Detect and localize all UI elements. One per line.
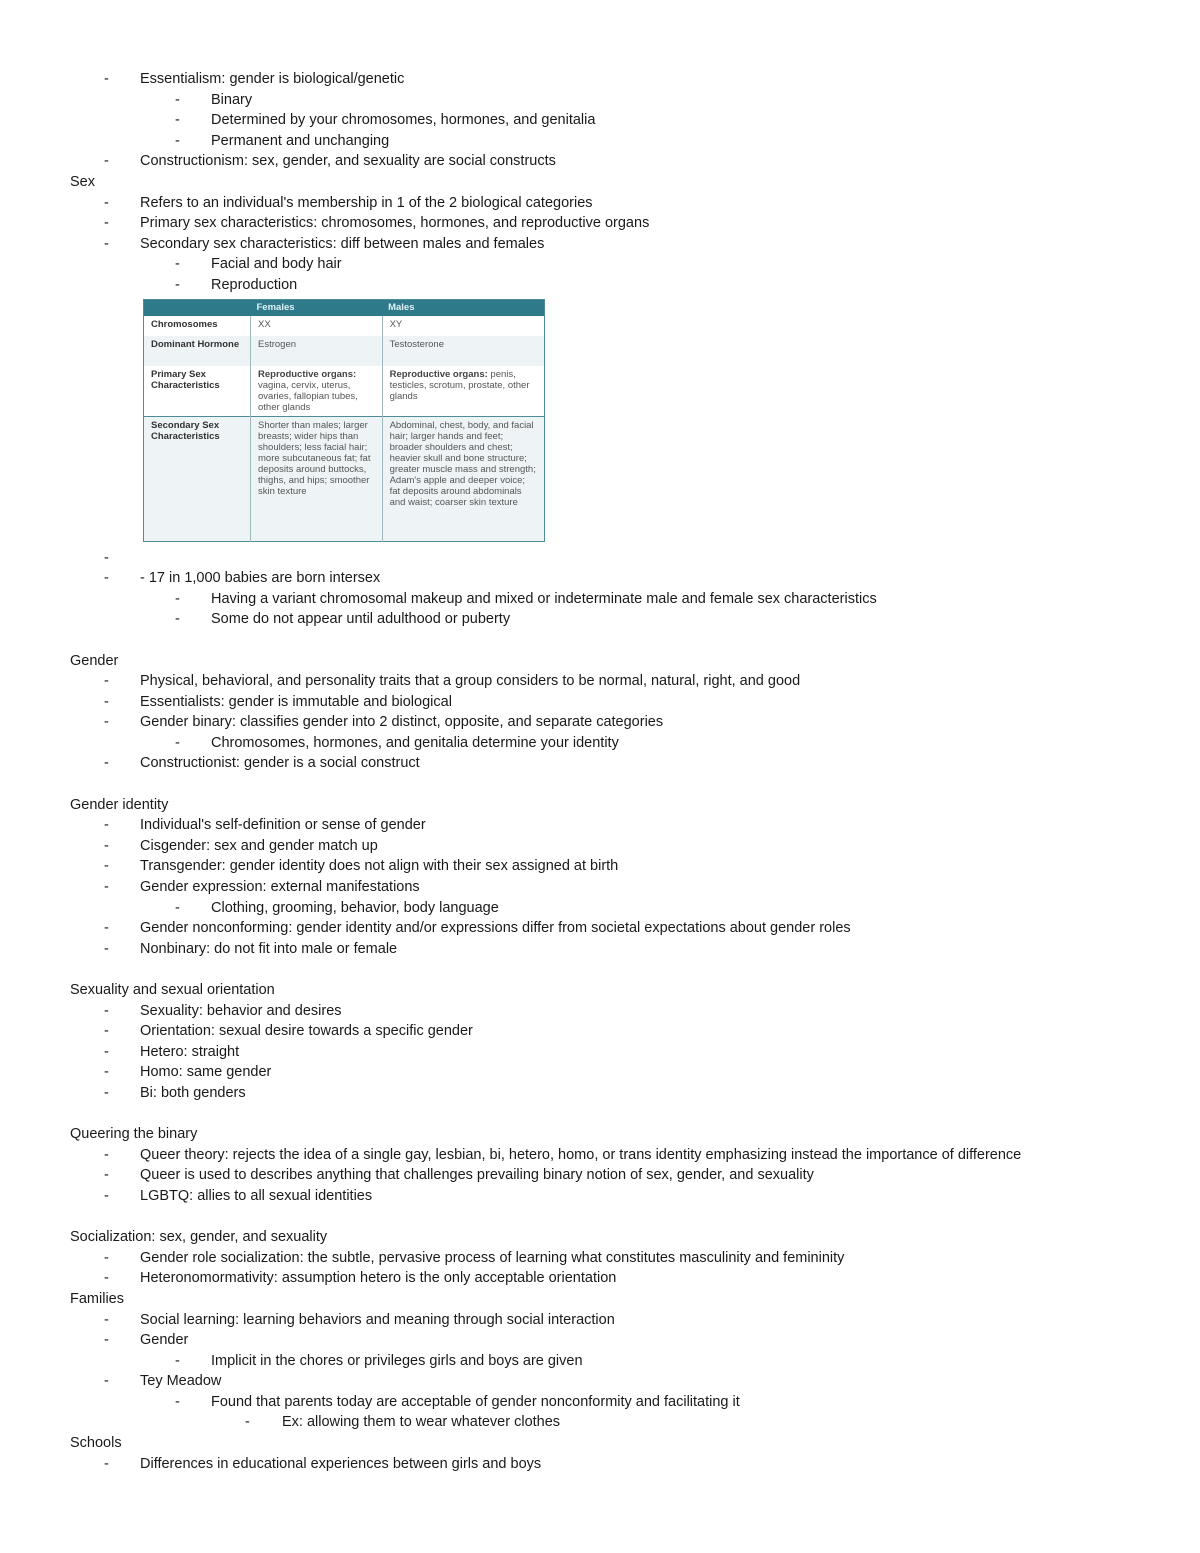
line-text: LGBTQ: allies to all sexual identities [140,1187,373,1204]
line-text: Families [70,1290,124,1307]
bullet-dash: - [104,1270,109,1287]
bullet-dash: - [175,734,180,751]
bullet-item [0,1001,1200,1022]
bullet-dash: - [104,1002,109,1019]
line-text: Sexuality and sexual orientation [70,982,275,998]
table-cell-text: XY [389,318,403,330]
section-heading [0,1433,1200,1454]
bullet-dash: - [104,714,109,731]
table-cell-male [382,416,544,541]
sex-characteristics-figure [0,296,1200,548]
table-cell-text: Shorter than males; larger breasts; wider hips than shoulders; less facial hair; more subcutaneous fat; fat deposits around buttocks, thighs, and hips; smoother skin texture [258,419,371,497]
table-row-label: Secondary Sex Characteristics [144,416,251,541]
line-text: Sexuality: behavior and desires [140,1002,342,1019]
table-cell-emphasis: Reproductive organs: [389,368,488,380]
document-body [0,69,1200,1474]
bullet-dash: - [104,235,109,252]
bullet-item [0,1351,1200,1372]
table-cell-male [382,366,544,417]
section-heading [0,651,1200,672]
bullet-dash: - [175,91,180,108]
bullet-item [0,254,1200,275]
bullet-dash: - [104,1455,109,1472]
table-header-cell: Females [251,299,383,316]
line-text: Tey Meadow [140,1373,222,1390]
table-cell-female [251,366,383,417]
bullet-item [0,877,1200,898]
bullet-dash: - [104,755,109,772]
bullet-item [0,275,1200,296]
line-text: Essentialism: gender is biological/genetic [140,71,405,87]
bullet-dash: - [175,256,180,273]
bullet-dash: - [104,215,109,232]
bullet-dash: - [245,1414,250,1431]
line-text: Gender binary: classifies gender into 2 distinct, opposite, and separate categories [140,714,664,731]
line-text: Gender nonconforming: gender identity and/or expressions differ from societal expectations about gender roles [140,920,851,937]
line-text: Binary [211,91,253,108]
bullet-dash: - [175,132,180,149]
bullet-dash: - [175,112,180,129]
bullet-item [0,918,1200,939]
bullet-dash: - [104,1043,109,1060]
bullet-item [0,193,1200,214]
bullet-dash: - [104,1064,109,1081]
line-text: Gender [140,1332,189,1349]
bullet-dash: - [175,899,180,916]
line-text: Constructionism: sex, gender, and sexuality are social constructs [140,153,556,170]
line-text: Social learning: learning behaviors and meaning through social interaction [140,1311,615,1328]
bullet-dash: - [104,940,109,957]
line-text: Gender [70,652,119,669]
bullet-item [0,234,1200,255]
section-heading [0,1289,1200,1310]
blank-line [0,774,1200,795]
section-heading [0,172,1200,193]
line-text: Essentialists: gender is immutable and biological [140,693,452,710]
line-text: Physical, behavioral, and personality traits that a group considers to be normal, natural, right, and good [140,673,801,690]
bullet-item [0,836,1200,857]
table-cell-text: XX [258,318,271,330]
bullet-dash: - [175,276,180,293]
line-text: Socialization: sex, gender, and sexuality [70,1229,328,1246]
bullet-item [0,151,1200,172]
table-row-label: Dominant Hormone [144,336,251,366]
bullet-item [0,1371,1200,1392]
bullet-dash: - [175,611,180,628]
table-row-label: Chromosomes [144,316,251,336]
bullet-item [0,69,1200,90]
bullet-item [0,548,1200,569]
section-heading [0,1124,1200,1145]
line-text: Sex [70,173,95,190]
bullet-item [0,609,1200,630]
bullet-dash: - [104,1187,109,1204]
table-header-cell: Males [382,299,544,316]
line-text: Ex: allowing them to wear whatever clothes [282,1414,561,1431]
blank-line [0,959,1200,980]
bullet-item [0,1062,1200,1083]
bullet-dash: - [104,1249,109,1266]
line-text: Having a variant chromosomal makeup and mixed or indeterminate male and female sex characteristics [211,590,877,607]
bullet-dash: - [104,817,109,834]
bullet-dash: - [104,1332,109,1349]
bullet-dash: - [104,1167,109,1184]
line-text: Facial and body hair [211,256,342,273]
blank-line [0,630,1200,651]
table-cell-text: vagina, cervix, uterus, ovaries, fallopian tubes, other glands [258,379,358,413]
section-heading [0,980,1200,1001]
line-text: Found that parents today are acceptable of gender nonconformity and facilitating it [211,1393,740,1410]
sex-characteristics-table [143,299,545,542]
line-text: Primary sex characteristics: chromosomes, hormones, and reproductive organs [140,215,650,232]
line-text: Queer is used to describes anything that challenges prevailing binary notion of sex, gender, and sexuality [140,1167,814,1184]
bullet-dash: - [104,920,109,937]
bullet-item [0,1412,1200,1433]
bullet-item [0,692,1200,713]
section-heading [0,795,1200,816]
line-text: Chromosomes, hormones, and genitalia determine your identity [211,734,619,751]
bullet-item [0,815,1200,836]
table-row [144,416,545,541]
bullet-item [0,1248,1200,1269]
bullet-item [0,898,1200,919]
line-text: Hetero: straight [140,1043,240,1060]
table-row [144,316,545,336]
line-text: Cisgender: sex and gender match up [140,837,378,854]
line-text: Differences in educational experiences between girls and boys [140,1455,542,1472]
bullet-dash: - [104,1146,109,1163]
line-text: Queering the binary [70,1126,198,1143]
bullet-dash: - [104,693,109,710]
line-text: Queer theory: rejects the idea of a single gay, lesbian, bi, hetero, homo, or trans identity emphasizing instead the importance of difference [140,1146,1022,1163]
table-cell-text: Abdominal, chest, body, and facial hair; larger hands and feet; broader shoulders and chest; heavier skull and bone structure; greater muscle mass and strength; Adam's apple and deeper voice; fat deposits around abdominals and waist; coarser skin texture [389,419,536,508]
bullet-dash: - [104,1373,109,1390]
bullet-item [0,1083,1200,1104]
bullet-item [0,213,1200,234]
line-text: Constructionist: gender is a social construct [140,755,420,772]
bullet-item [0,712,1200,733]
bullet-item [0,1042,1200,1063]
line-text: Clothing, grooming, behavior, body language [211,899,499,916]
line-text: - 17 in 1,000 babies are born intersex [140,570,381,587]
line-text: Gender expression: external manifestations [140,879,420,896]
bullet-dash: - [104,858,109,875]
bullet-dash: - [104,673,109,690]
bullet-dash: - [104,71,109,87]
table-header-row [144,299,545,316]
table-row [144,366,545,417]
section-heading [0,1227,1200,1248]
bullet-item [0,90,1200,111]
bullet-item [0,753,1200,774]
bullet-item [0,589,1200,610]
line-text: Individual's self-definition or sense of gender [140,817,426,834]
line-text: Orientation: sexual desire towards a specific gender [140,1023,473,1040]
bullet-dash: - [104,1311,109,1328]
bullet-dash: - [175,590,180,607]
bullet-dash: - [104,549,109,566]
line-text: Gender identity [70,796,169,813]
line-text: Schools [70,1435,122,1452]
line-text: Secondary sex characteristics: diff between males and females [140,235,545,252]
table-cell-female [251,316,383,336]
blank-line [0,1104,1200,1125]
bullet-item [0,1186,1200,1207]
table-cell-text: penis, testicles, scrotum, prostate, other glands [389,368,530,402]
bullet-item [0,733,1200,754]
bullet-dash: - [104,879,109,896]
table-row-label: Primary Sex Characteristics [144,366,251,417]
line-text: Permanent and unchanging [211,132,390,149]
line-text: Homo: same gender [140,1064,272,1081]
line-text: Refers to an individual's membership in 1 of the 2 biological categories [140,194,593,211]
bullet-item [0,110,1200,131]
line-text: Gender role socialization: the subtle, pervasive process of learning what constitutes masculinity and femininity [140,1249,845,1266]
table-cell-male [382,336,544,366]
blank-line [0,1207,1200,1228]
table-cell-male [382,316,544,336]
table-header-cell [144,299,251,316]
bullet-item [0,568,1200,589]
bullet-item [0,1268,1200,1289]
bullet-item [0,1392,1200,1413]
table-cell-emphasis: Reproductive organs: [258,368,357,380]
bullet-dash: - [104,194,109,211]
bullet-item [0,939,1200,960]
line-text: Bi: both genders [140,1084,246,1101]
bullet-item [0,671,1200,692]
bullet-item [0,1330,1200,1351]
bullet-dash: - [104,837,109,854]
line-text: Reproduction [211,276,298,293]
line-text: Transgender: gender identity does not align with their sex assigned at birth [140,858,619,875]
table-cell-text: Estrogen [258,338,297,350]
line-text: Determined by your chromosomes, hormones, and genitalia [211,112,596,129]
bullet-dash: - [104,570,109,587]
bullet-item [0,131,1200,152]
line-text: Nonbinary: do not fit into male or female [140,940,398,957]
table-cell-female [251,336,383,366]
line-text: Some do not appear until adulthood or puberty [211,611,511,628]
table-row [144,336,545,366]
line-text: Heteronomormativity: assumption hetero is the only acceptable orientation [140,1270,617,1287]
line-text: Implicit in the chores or privileges girls and boys are given [211,1352,583,1369]
bullet-item [0,1021,1200,1042]
bullet-item [0,1145,1200,1166]
bullet-dash: - [175,1393,180,1410]
bullet-dash: - [175,1352,180,1369]
bullet-dash: - [104,1084,109,1101]
bullet-item [0,1310,1200,1331]
table-cell-text: Testosterone [389,338,444,350]
table-cell-female [251,416,383,541]
bullet-item [0,1454,1200,1475]
bullet-dash: - [104,153,109,170]
bullet-dash: - [104,1023,109,1040]
bullet-item [0,856,1200,877]
bullet-item [0,1165,1200,1186]
